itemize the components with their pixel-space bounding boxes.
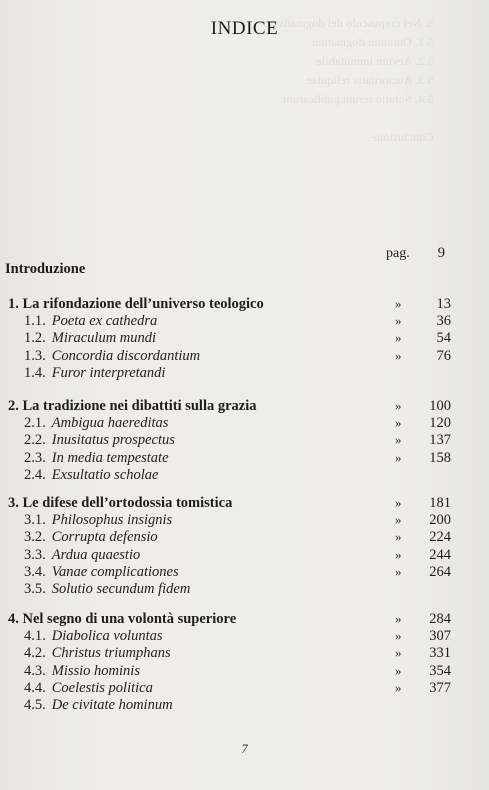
toc-page-mark: » xyxy=(395,415,402,431)
toc-subsection-title: Inusitatus prospectus xyxy=(51,432,175,449)
toc-page-number: 120 xyxy=(429,415,451,432)
intro-pag-word: pag. xyxy=(386,246,410,261)
toc-subsection-number: 4.1. xyxy=(24,628,46,645)
toc-page-number: 331 xyxy=(429,645,451,662)
toc-subsection-label xyxy=(24,347,200,365)
toc-subsection-title: Concordia discordantium xyxy=(51,347,201,364)
toc-subsection-row xyxy=(0,511,489,529)
toc-page-number: 224 xyxy=(429,529,451,546)
toc-subsection-row xyxy=(0,662,489,680)
toc-subsection-row xyxy=(0,414,489,432)
toc-subsection-number: 1.3. xyxy=(24,347,46,364)
toc-subsection-row xyxy=(0,696,489,714)
toc-subsection-row xyxy=(0,329,489,347)
toc-subsection-row xyxy=(0,347,489,365)
toc-subsection-label xyxy=(24,431,175,449)
toc-subsection-number: 2.3. xyxy=(24,449,46,466)
toc-subsection-row xyxy=(0,546,489,564)
toc-subsection-label xyxy=(24,580,190,598)
toc-subsection-title: Christus triumphans xyxy=(51,645,171,662)
toc-subsection-row xyxy=(0,431,489,449)
toc-section-title: 2. La tradizione nei dibattiti sulla grazia xyxy=(8,398,257,414)
toc-page-mark: » xyxy=(395,449,402,465)
toc-page-number: 377 xyxy=(429,679,451,696)
toc-page-mark: » xyxy=(395,398,402,413)
toc-subsection-number: 2.2. xyxy=(24,432,46,449)
toc-page-number: 181 xyxy=(429,495,451,511)
toc-subsection-row xyxy=(0,312,489,330)
toc-subsection-label xyxy=(24,696,173,714)
toc-subsection-label xyxy=(24,644,171,662)
toc-subsection-number: 3.3. xyxy=(24,546,46,563)
toc-subsection-number: 4.2. xyxy=(24,645,46,662)
toc-subsection-number: 2.1. xyxy=(24,415,46,432)
toc-subsection-number: 1.2. xyxy=(24,330,46,347)
toc-page-mark: » xyxy=(395,529,402,545)
toc-subsection-label xyxy=(24,627,163,645)
toc-section-row xyxy=(0,397,489,415)
toc-page-mark: » xyxy=(395,313,402,329)
toc-page-number: 36 xyxy=(436,313,451,330)
toc-page-number: 284 xyxy=(429,611,451,627)
intro-page-number: 9 xyxy=(437,245,445,261)
toc-subsection-number: 2.4. xyxy=(24,466,46,483)
toc-subsection-number: 3.5. xyxy=(24,581,46,597)
toc-page-mark: » xyxy=(395,679,402,695)
toc-page-number: 158 xyxy=(429,449,451,466)
toc-page-number: 244 xyxy=(429,546,451,563)
toc-page-mark: » xyxy=(395,662,402,678)
toc-subsection-title: Furor interpretandi xyxy=(51,364,166,381)
toc-subsection-label xyxy=(24,546,140,564)
toc-page-mark: » xyxy=(395,512,402,528)
toc-subsection-title: De civitate hominum xyxy=(51,697,173,713)
toc-section-title: 1. La rifondazione dell’universo teologico xyxy=(8,296,264,312)
show-through-text: 5. Nel crepuscolo del dogmatismo 5.1. Omnium dogmatum 5.2. Aevum immutabile 5.3. Auctoritatis reliquiae 5.4. Solutio rerum publicarum Conclusione xyxy=(263,16,434,144)
toc-subsection-label xyxy=(24,528,158,546)
toc-page-mark: » xyxy=(395,296,402,311)
toc-subsection-title: Corrupta defensio xyxy=(51,529,158,546)
toc-page-number: 264 xyxy=(429,563,451,580)
toc-subsection-title: Diabolica voluntas xyxy=(51,628,163,645)
toc-page-mark: » xyxy=(395,563,402,579)
toc-subsection-label xyxy=(24,312,157,330)
page-number-folio: 7 xyxy=(241,741,248,756)
toc-page-number: 307 xyxy=(429,628,451,645)
toc-page-number: 13 xyxy=(436,296,451,312)
toc-subsection-number: 4.3. xyxy=(24,662,46,679)
toc-subsection-title: Solutio secundum fidem xyxy=(51,581,191,597)
toc-subsection-row xyxy=(0,644,489,662)
toc-subsection-row xyxy=(0,528,489,546)
toc-subsection-label xyxy=(24,449,169,467)
toc-subsection-label xyxy=(24,466,158,484)
toc-subsection-number: 3.4. xyxy=(24,563,46,580)
toc-subsection-title: Missio hominis xyxy=(51,662,140,679)
toc-subsection-row xyxy=(0,563,489,581)
toc-subsection-label xyxy=(24,662,140,680)
toc-subsection-row xyxy=(0,627,489,645)
toc-subsection-label xyxy=(24,511,172,529)
toc-subsection-title: Poeta ex cathedra xyxy=(51,313,158,330)
toc-subsection-label xyxy=(24,414,168,432)
toc-subsection-title: Vanae complicationes xyxy=(51,563,179,580)
toc-page-number: 54 xyxy=(436,330,451,347)
toc-page-mark: » xyxy=(395,432,402,448)
toc-subsection-title: Philosophus insignis xyxy=(51,512,173,529)
toc-subsection-label xyxy=(24,329,156,347)
toc-page-mark: » xyxy=(395,628,402,644)
toc-section-row xyxy=(0,295,489,313)
toc-entry-introduzione: Introduzione xyxy=(5,261,86,277)
toc-page-mark: » xyxy=(395,330,402,346)
toc-subsection-number: 4.5. xyxy=(24,697,46,713)
toc-subsection-row xyxy=(0,580,489,598)
toc-subsection-title: Exsultatio scholae xyxy=(51,466,159,483)
toc-section-title: 4. Nel segno di una volontà superiore xyxy=(8,611,237,627)
page-title: INDICE xyxy=(210,18,279,39)
toc-subsection-number: 1.1. xyxy=(24,313,46,330)
toc-subsection-title: Ardua quaestio xyxy=(51,546,141,563)
toc-subsection-row xyxy=(0,466,489,484)
toc-subsection-label xyxy=(24,679,153,697)
toc-subsection-title: In media tempestate xyxy=(51,449,169,466)
toc-page-mark: » xyxy=(395,495,402,510)
toc-subsection-number: 4.4. xyxy=(24,679,46,696)
toc-section-row xyxy=(0,494,489,512)
toc-subsection-row xyxy=(0,679,489,697)
toc-subsection-row xyxy=(0,364,489,382)
toc-subsection-label xyxy=(24,563,179,581)
toc-page-number: 76 xyxy=(436,347,451,364)
toc-section-row xyxy=(0,610,489,628)
toc-subsection-title: Ambigua haereditas xyxy=(51,415,169,432)
toc-page-number: 354 xyxy=(429,662,451,679)
toc-page-mark: » xyxy=(395,611,402,626)
toc-section-title: 3. Le difese dell’ortodossia tomistica xyxy=(8,495,233,511)
toc-page-number: 137 xyxy=(429,432,451,449)
toc-page-number: 200 xyxy=(429,512,451,529)
toc-subsection-title: Miraculum mundi xyxy=(51,330,157,347)
toc-page-mark: » xyxy=(395,645,402,661)
toc-page-number: 100 xyxy=(429,398,451,414)
toc-page-mark: » xyxy=(395,347,402,363)
toc-subsection-number: 1.4. xyxy=(24,364,46,381)
toc-subsection-number: 3.1. xyxy=(24,512,46,529)
toc-subsection-row xyxy=(0,449,489,467)
toc-subsection-number: 3.2. xyxy=(24,529,46,546)
toc-subsection-label xyxy=(24,364,165,382)
toc-subsection-title: Coelestis politica xyxy=(51,679,153,696)
toc-page-mark: » xyxy=(395,546,402,562)
